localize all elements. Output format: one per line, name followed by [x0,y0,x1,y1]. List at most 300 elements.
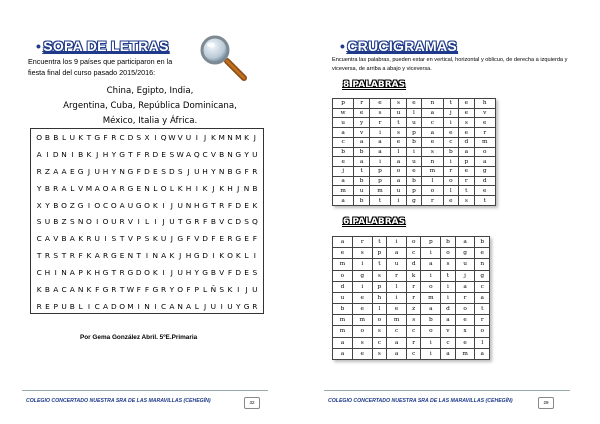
grid-cell: t [372,237,386,248]
word-search-letter: A [111,183,117,193]
word-search-letter: I [162,200,165,210]
grid-cell: o [422,186,443,196]
word-search-letter: P [78,268,83,278]
word-search-letter: K [169,251,175,261]
word-search-letter: F [211,234,216,244]
letter-grid-1 [332,98,496,206]
word-search-letter: J [87,166,91,176]
grid-cell: p [372,281,386,292]
grid-cell: t [372,259,386,270]
word-search-letter: U [169,217,175,227]
magnifying-glass-icon [196,34,250,84]
grid-cell: b [421,315,441,326]
grid-cell: a [455,281,475,292]
grid-cell: c [387,326,407,337]
word-search-letter: I [154,132,157,142]
word-search-letter: K [227,284,233,294]
word-search-letter: F [95,284,100,294]
grid-cell: h [372,292,386,303]
word-search-letter: W [126,284,135,294]
word-search-letter: J [170,234,173,244]
word-search-letter: E [244,268,249,278]
grid-cell: a [422,108,443,118]
word-search-letter: P [53,301,58,311]
word-search-letter: S [69,217,75,227]
grid-cell: c [406,326,420,337]
word-search-letter: J [187,166,190,176]
grid-cell: o [474,147,495,157]
word-search-letter: C [61,284,67,294]
word-search-letter: Z [44,166,50,176]
grid-cell: n [475,259,490,270]
grid-cell: b [354,147,370,157]
word-search-letter: D [235,268,242,278]
grid-cell: e [369,99,390,109]
word-search-row [31,281,263,298]
word-search-letter: K [86,284,92,294]
grid-cell: e [354,108,370,118]
word-search-letter: G [193,251,200,261]
word-search-letter: E [219,234,225,244]
word-search-letter: R [44,251,51,261]
word-search-letter: B [44,132,50,142]
word-search-letter: L [153,183,158,193]
word-search-letter: F [227,200,233,210]
word-search-letter: A [161,251,167,261]
grid-cell: t [475,304,490,315]
word-search-letter: A [44,234,50,244]
bullet-icon: • [340,38,346,54]
word-search-letter: I [54,268,57,278]
word-search-letter: N [243,183,250,193]
word-search-letter: G [152,284,159,294]
word-search-letter: G [235,166,242,176]
word-search-letter: N [119,166,125,176]
grid-cell: h [474,99,495,109]
word-search-letter: D [235,200,242,210]
word-search-letter: L [70,183,75,193]
word-search-letter: S [177,166,183,176]
word-search-letter: A [61,166,67,176]
word-search-letter: N [77,284,84,294]
word-search-row [31,298,263,315]
grid-row [333,270,490,281]
word-search-letter: V [78,183,84,193]
word-search-letter: F [244,166,249,176]
grid-cell: t [474,196,495,206]
word-search-letter: U [252,149,258,159]
grid-row [333,137,496,147]
grid-row [333,304,490,315]
word-search-letter: I [237,284,240,294]
word-search-letter: U [210,301,217,311]
word-search-letter: O [86,217,92,227]
grid-cell: j [455,270,475,281]
word-search-letter: N [144,183,150,193]
word-search-letter: J [179,251,182,261]
grid-cell: v [441,326,455,337]
word-search-letter: O [110,200,117,210]
word-search-letter: G [102,268,109,278]
word-search-letter: G [202,200,208,210]
grid-cell: i [391,196,407,206]
word-search-letter: N [185,200,192,210]
word-search-letter: M [218,132,225,142]
grid-row [333,108,496,118]
word-search-letter: V [219,268,225,278]
word-search-letter: B [53,132,59,142]
word-search-letter: G [102,284,109,294]
word-search-letter: N [177,301,183,311]
word-search-letter: L [169,183,174,193]
grid-cell: r [387,270,407,281]
grid-cell: e [455,337,475,348]
word-search-letter: Y [194,268,200,278]
word-search-letter: I [96,217,99,227]
word-search-letter: Q [251,217,258,227]
grid-cell: a [455,237,475,248]
word-search-letter: D [202,234,208,244]
grid-cell: i [369,128,390,138]
word-search-letter: I [195,132,198,142]
word-search-letter: I [195,183,198,193]
word-search-letter: T [86,132,92,142]
grid-row [333,281,490,292]
word-search-letter: U [61,301,67,311]
word-search-letter: L [144,217,150,227]
grid-cell: a [369,147,390,157]
grid-cell: i [441,281,455,292]
grid-cell: o [443,176,458,186]
word-search-letter: F [252,234,257,244]
word-search-letter: G [119,149,125,159]
grid-cell: o [352,326,372,337]
grid-cell: e [333,248,353,259]
grid-cell: s [391,99,407,109]
word-search-letter: E [244,200,249,210]
countries-line-3: México, Italia y África. [102,116,198,126]
word-search-letter: I [145,251,149,261]
grid-cell: l [475,337,490,348]
grid-cell: m [352,315,372,326]
grid-cell: a [333,348,353,359]
grid-cell: v [474,108,495,118]
grid-cell: p [421,237,441,248]
word-search-letter: S [36,217,42,227]
grid-cell: a [459,147,474,157]
grid-cell: o [391,167,407,177]
word-search-letter: G [243,301,250,311]
word-search-letter: R [86,234,92,244]
word-search-letter: F [103,132,108,142]
grid-cell: s [441,259,455,270]
word-search-letter: F [186,284,191,294]
word-search-letter: L [203,284,208,294]
word-search-letter: I [71,149,74,159]
word-search-letter: R [252,166,258,176]
word-search-letter: R [219,200,225,210]
word-search-letter: Y [169,284,175,294]
grid-cell: r [406,337,420,348]
grid-cell: a [354,137,370,147]
grid1-heading: 8 PALABRAS [343,80,406,90]
word-search-letter: R [36,301,42,311]
word-search-letter: O [160,183,167,193]
grid-cell: c [422,118,443,128]
word-search-letter: B [44,284,50,294]
grid-cell: l [422,176,443,186]
grid-cell: u [387,259,407,270]
grid-cell: x [455,326,475,337]
grid-cell: i [421,348,441,359]
word-search-letter: K [86,268,92,278]
word-search-letter: B [78,149,84,159]
grid-cell: i [421,248,441,259]
word-search-letter: C [94,301,100,311]
word-search-letter: C [36,268,42,278]
grid-row [333,196,496,206]
grid-cell: a [387,248,407,259]
word-search-letter: B [210,268,216,278]
word-search-letter: F [136,166,141,176]
grid-cell: e [474,186,495,196]
word-search-letter: U [94,166,100,176]
word-search-letter: A [119,200,125,210]
word-search-letter: L [244,251,249,261]
word-search-letter: J [245,284,248,294]
grid-cell: i [443,118,458,128]
grid-cell: g [474,167,495,177]
grid-cell: u [333,118,354,128]
word-search-letter: Q [160,132,167,142]
word-search-letter: N [61,149,67,159]
grid-cell: u [406,118,422,128]
word-search-letter: F [136,149,141,159]
word-search-row [31,163,263,180]
grid-cell: s [459,118,474,128]
grid-cell: a [391,176,407,186]
grid-row [333,128,496,138]
grid-cell: t [441,270,455,281]
word-search-letter: O [144,268,150,278]
letter-grid-2 [332,236,490,360]
grid-cell: a [422,128,443,138]
grid-row [333,348,490,359]
word-search-letter: O [119,301,126,311]
grid-cell: j [333,167,354,177]
word-search-letter: A [53,284,59,294]
grid-row [333,326,490,337]
grid-cell: b [406,176,422,186]
word-search-letter: H [185,183,192,193]
grid-cell: b [475,237,490,248]
grid-cell: a [421,259,441,270]
grid-cell: r [354,99,370,109]
grid-cell: e [459,108,474,118]
grid-cell: b [354,176,370,186]
word-search-letter: I [87,200,91,210]
word-search-letter: G [235,149,242,159]
grid-cell: m [455,348,475,359]
grid-row [333,147,496,157]
word-search-letter: G [127,268,134,278]
grid-cell: n [422,157,443,167]
grid-cell: g [455,248,475,259]
author-credit: Por Gema González Abril. 5ºE.Primaria [80,334,198,341]
word-search-row [31,180,263,197]
grid-cell: o [455,304,475,315]
word-search-letter: V [194,234,200,244]
grid-cell: d [474,176,495,186]
word-search-letter: U [194,166,200,176]
word-search-letter: K [152,234,158,244]
grid-cell: a [475,292,490,303]
grid-cell: l [372,304,386,315]
word-search-letter: H [185,268,192,278]
word-search-letter: D [135,268,142,278]
word-search-letter: H [44,268,51,278]
word-search-letter: R [53,183,59,193]
word-search-letter: R [119,217,125,227]
word-search-letter: S [169,149,175,159]
word-search-letter: T [119,284,125,294]
word-search-row [31,264,263,281]
word-search-letter: A [185,301,192,311]
word-search-letter: K [219,251,225,261]
grid-cell: o [372,315,386,326]
word-search-letter: B [44,183,50,193]
word-search-letter: D [235,217,242,227]
word-search-letter: Z [61,217,67,227]
grid-row [333,292,490,303]
word-search-row [31,197,263,214]
word-search-letter: G [235,234,242,244]
word-search-row [31,247,263,264]
grid-cell: b [441,237,455,248]
word-search-letter: R [119,183,125,193]
grid-cell: s [372,326,386,337]
grid-cell: b [333,147,354,157]
word-search-letter: P [136,234,141,244]
word-search-letter: G [135,200,142,210]
word-search-letter: Y [244,149,249,159]
word-search-letter: C [119,132,125,142]
word-search-letter: A [102,301,109,311]
grid-cell: g [475,270,490,281]
grid-cell: r [474,128,495,138]
grid-cell: d [459,137,474,147]
word-search-letter: M [85,183,93,193]
grid-cell: d [333,281,353,292]
word-search-letter: A [94,183,100,193]
grid-cell: i [443,157,458,167]
grid-cell: p [459,157,474,167]
grid-cell: a [369,137,390,147]
word-search-letter: C [102,200,109,210]
word-search-letter: O [36,132,43,142]
word-search-letter: F [202,217,208,227]
word-search-letter: W [176,149,184,159]
grid-cell: e [443,128,458,138]
grid-cell: e [406,99,422,109]
grid-cell: s [422,147,443,157]
grid-cell: p [369,176,390,186]
word-search-letter: I [137,301,140,311]
word-search-letter: L [194,301,199,311]
grid-cell: e [459,128,474,138]
word-search-letter: S [244,217,249,227]
grid2-heading: 6 PALABRAS [343,217,406,227]
grid-cell: e [387,304,407,315]
word-search-letter: G [177,234,184,244]
word-search-grid [30,128,264,314]
word-search-letter: K [219,183,225,193]
word-search-letter: D [144,166,150,176]
word-search-letter: D [202,251,208,261]
grid-cell: a [421,304,441,315]
grid-cell: a [333,337,353,348]
grid-cell: e [459,167,474,177]
grid-cell: r [369,118,390,128]
word-search-letter: R [161,284,167,294]
grid-cell: e [474,118,495,128]
word-search-letter: C [161,301,167,311]
grid-cell: a [387,337,407,348]
grid-cell: r [352,237,372,248]
grid-cell: l [406,108,422,118]
right-footer [324,390,570,413]
word-search-letter: I [154,301,157,311]
grid-cell: u [333,292,353,303]
word-search-letter: A [185,149,192,159]
word-search-letter: K [152,268,158,278]
word-search-letter: K [78,132,84,142]
grid-cell: l [391,147,407,157]
grid-cell: g [406,196,422,206]
grid-cell: a [474,157,495,167]
word-search-letter: N [77,217,84,227]
word-search-letter: K [86,149,92,159]
word-search-letter: K [244,132,249,142]
word-search-letter: R [252,301,258,311]
word-search-letter: F [136,284,141,294]
grid-cell: s [459,196,474,206]
word-search-letter: N [144,301,150,311]
grid-cell: i [406,147,422,157]
word-search-letter: E [244,234,249,244]
grid-cell: s [406,315,420,326]
grid-cell: s [372,348,386,359]
word-search-letter: R [36,166,42,176]
grid-row [333,315,490,326]
crossword-instructions: Encuentra las palabras, pueden estar en vertical, horizontal y oblicuo, de derecha a izquierda y viceversa, de arriba a abajo y viceversa. [332,57,568,72]
word-search-letter: R [119,268,125,278]
grid-row [333,237,490,248]
word-search-letter: D [110,301,117,311]
word-search-letter: B [210,217,216,227]
word-search-letter: U [185,132,192,142]
word-search-letter: O [94,200,101,210]
grid-cell: a [441,315,455,326]
word-search-letter: U [177,268,183,278]
word-search-letter: O [177,284,184,294]
grid-cell: i [387,237,407,248]
grid-cell: u [391,108,407,118]
word-search-letter: K [86,251,92,261]
word-search-letter: T [128,149,133,159]
word-search-letter: F [186,234,191,244]
grid-row [333,167,496,177]
